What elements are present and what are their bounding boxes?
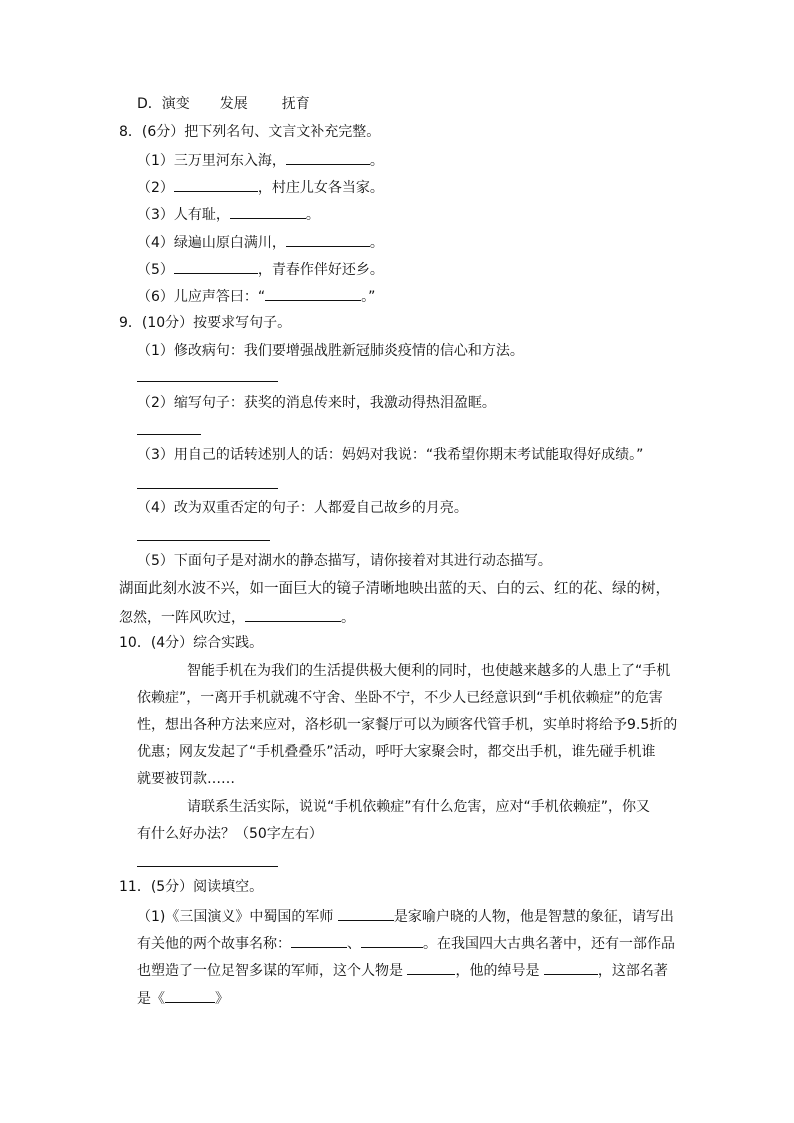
answer-line[interactable] [137, 434, 201, 435]
answer-blank[interactable] [245, 607, 341, 622]
answer-blank[interactable] [265, 286, 361, 301]
q10-stem: 10．(4分）综合实践。 [119, 635, 264, 651]
answer-blank[interactable] [361, 933, 423, 948]
answer-line[interactable] [137, 488, 278, 489]
q8-item-3: （3）人有耻， 。 [137, 204, 320, 224]
q9-sub-4: （4）改为双重否定的句子：人都爱自己故乡的月亮。 [137, 500, 468, 516]
q11-line-3: 也塑造了一位足智多谋的军师，这个人物是 ，他的绰号是 ，这部名著 [137, 960, 668, 980]
q10-prompt-line: 有什么好办法？（50字左右） [137, 826, 323, 842]
q11-line-2: 有关他的两个故事名称： 、 。在我国四大古典名著中，还有一部作品 [137, 933, 675, 953]
q9-sub-1: （1）修改病句：我们要增强战胜新冠肺炎疫情的信心和方法。 [137, 343, 524, 359]
q10-para-line: 优惠；网友发起了“手机叠叠乐”活动，呼吁大家聚会时，都交出手机，谁先碰手机谁 [137, 744, 656, 760]
q10-para-line: 就要被罚款…… [137, 771, 235, 787]
option-d-word3: 抚育 [281, 96, 310, 112]
answer-blank[interactable] [407, 960, 455, 975]
q8-item-5: （5） ，青春作伴好还乡。 [137, 259, 384, 279]
option-d-word2: 发展 [219, 96, 248, 112]
q10-para-line: 性，想出各种方法来应对，洛杉矶一家餐厅可以为顾客代管手机，实单时将给予9.5折的 [137, 717, 678, 733]
answer-line[interactable] [137, 866, 278, 867]
answer-blank[interactable] [291, 933, 347, 948]
q9-sub-2: （2）缩写句子：获奖的消息传来时，我激动得热泪盈眶。 [137, 395, 496, 411]
answer-blank[interactable] [230, 204, 306, 219]
q9-sub-5: （5）下面句子是对湖水的静态描写，请你接着对其进行动态描写。 [137, 553, 552, 569]
answer-blank[interactable] [174, 177, 258, 192]
option-d-word1: D．演变 [137, 96, 190, 112]
q8-item-6: （6）儿应声答曰：“ 。” [137, 286, 375, 306]
answer-blank[interactable] [286, 150, 370, 165]
q8-stem: 8．(6分）把下列名句、文言文补充完整。 [119, 124, 381, 140]
q8-item-4: （4）绿遍山原白满川， 。 [137, 232, 384, 252]
q10-para-line: 依赖症”，一离开手机就魂不守舍、坐卧不宁，不少人已经意识到“手机依赖症”的危害 [137, 690, 663, 706]
answer-line[interactable] [137, 381, 278, 382]
q9-stem: 9．(10分）按要求写句子。 [119, 315, 292, 331]
q10-prompt-line: 请联系生活实际，说说“手机依赖症”有什么危害，应对“手机依赖症”，你又 [187, 799, 651, 815]
q11-line-1: （1)《三国演义》中蜀国的军师 是家喻户晓的人物，他是智慧的象征，请写出 [137, 906, 674, 926]
q11-stem: 11．(5分）阅读填空。 [119, 879, 264, 895]
answer-blank[interactable] [338, 906, 394, 921]
answer-blank[interactable] [544, 960, 598, 975]
answer-blank[interactable] [165, 988, 215, 1003]
q8-item-1: （1）三万里河东入海， 。 [137, 150, 384, 170]
q10-para-line: 智能手机在为我们的生活提供极大便利的同时，也使越来越多的人患上了“手机 [187, 663, 671, 679]
q9-sub-3: （3）用自己的话转述别人的话：妈妈对我说：“我希望你期末考试能取得好成绩。” [137, 447, 644, 463]
q9-sub-5-text: 湖面此刻水波不兴，如一面巨大的镜子清晰地映出蓝的天、白的云、红的花、绿的树， [119, 581, 670, 597]
answer-blank[interactable] [286, 232, 370, 247]
q11-line-4: 是《 》 [137, 988, 229, 1008]
q7-option-d [137, 95, 310, 113]
q8-item-2: （2） ，村庄儿女各当家。 [137, 177, 384, 197]
q9-sub-5-text-2: 忽然，一阵风吹过， 。 [119, 607, 355, 627]
answer-blank[interactable] [174, 259, 258, 274]
answer-line[interactable] [137, 540, 270, 541]
